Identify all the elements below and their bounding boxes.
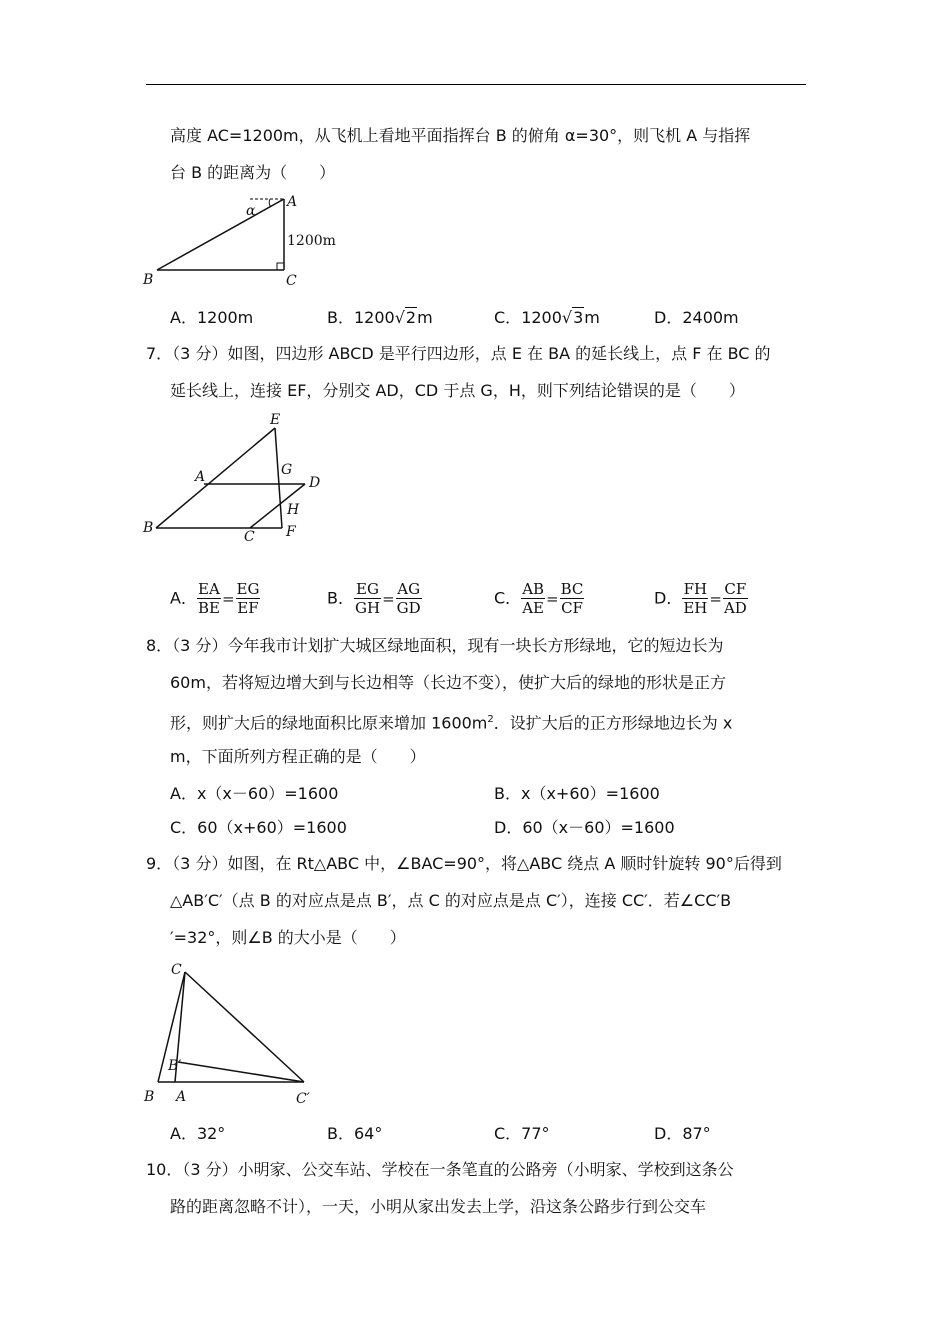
fraction: [236, 580, 261, 617]
q6-option-a-text: 1200m: [196, 308, 254, 327]
q8-text-line2: 60m，若将短边增大到与长边相等（长边不变），使扩大后的绿地的形状是正方: [170, 673, 726, 692]
q7-label-d: D: [309, 475, 321, 491]
q6-option-b-unit: m: [417, 308, 433, 327]
q6-label-a: A: [287, 194, 298, 210]
q6-option-b[interactable]: [327, 308, 433, 328]
q7-label-h: H: [287, 502, 300, 518]
q6-option-c-pre: 1200: [521, 308, 562, 327]
sqrt-symbol: √2: [394, 308, 417, 327]
q7-text-line1: 7．（3 分）如图，四边形 ABCD 是平行四边形，点 E 在 BA 的延长线上，点 F 在 BC 的: [146, 344, 771, 363]
q8-option-c[interactable]: C．60（x+60）=1600: [170, 818, 347, 837]
q8-line3-post: ．设扩大后的正方形绿地边长为 x: [493, 713, 733, 733]
q9-label-c: C: [171, 962, 182, 978]
q8-line3-sup: 2: [487, 714, 494, 725]
q8-option-b[interactable]: B．x（x+60）=1600: [494, 784, 660, 803]
q9-text-line1: 9．（3 分）如图，在 Rt△ABC 中，∠BAC=90°，将△ABC 绕点 A 顺时针旋转 90°后得到: [146, 854, 782, 873]
q6-option-a[interactable]: [170, 308, 253, 328]
q6-label-c: C: [286, 273, 297, 289]
q8-text-line4: m，下面所列方程正确的是（ ）: [170, 747, 426, 766]
fraction: [396, 580, 422, 617]
q6-option-d[interactable]: [654, 308, 739, 328]
q7-label-g: G: [281, 462, 293, 478]
numerator: EG: [354, 580, 381, 599]
fraction: [521, 580, 545, 617]
denominator: AD: [723, 599, 747, 617]
q9-text-line3: ′=32°，则∠B 的大小是（ ）: [170, 928, 406, 947]
q6-option-c-unit: m: [584, 308, 600, 327]
q9-option-b[interactable]: B．64°: [327, 1124, 383, 1143]
q7-option-a-label: A．: [170, 588, 197, 608]
q7-option-c-label: C．: [494, 588, 522, 608]
numerator: EA: [198, 580, 220, 598]
denominator: GH: [354, 599, 381, 617]
q10-text-line2: 路的距离忽略不计），一天，小明从家出发去上学，沿这条公路步行到公交车: [170, 1197, 707, 1216]
q7-label-c: C: [244, 529, 255, 545]
equals-sign: =: [709, 589, 722, 608]
q6-option-b-radicand: 2: [405, 308, 417, 327]
q7-label-e: E: [270, 412, 281, 428]
q7-text-line2: 延长线上，连接 EF，分别交 AD，CD 于点 G，H，则下列结论错误的是（ ）: [170, 381, 745, 400]
q8-line3-pre: 形，则扩大后的绿地面积比原来增加 1600m: [170, 713, 488, 733]
q8-text-line3: [170, 710, 732, 733]
q6-option-c-radicand: 3: [573, 308, 584, 327]
q6-text-line1: 高度 AC=1200m，从飞机上看地平面指挥台 B 的俯角 α=30°，则飞机 A 与指挥: [170, 126, 751, 145]
equals-sign: =: [221, 589, 235, 608]
q8-option-d[interactable]: D．60（x－60）=1600: [494, 818, 675, 837]
q7-figure: [140, 408, 340, 548]
q7-label-a: A: [195, 469, 206, 485]
q9-text-line2: △AB′C′（点 B 的对应点是点 B′，点 C 的对应点是点 C′），连接 CC′．若∠CC′B: [170, 891, 732, 910]
q7-option-c[interactable]: [494, 580, 584, 617]
numerator: CF: [724, 580, 747, 598]
q9-option-c[interactable]: C．77°: [494, 1124, 550, 1143]
denominator: EH: [683, 599, 708, 617]
q8-text-line1: 8．（3 分）今年我市计划扩大城区绿地面积，现有一块长方形绿地，它的短边长为: [146, 636, 724, 655]
q7-label-f: F: [286, 524, 296, 540]
q9-figure: [138, 958, 328, 1108]
q7-option-b-label: B．: [327, 588, 354, 608]
numerator: FH: [683, 580, 708, 598]
q6-option-b-pre: 1200: [353, 308, 395, 327]
q7-option-b[interactable]: [327, 580, 422, 617]
q7-option-a[interactable]: [170, 580, 260, 617]
q9-label-a: A: [176, 1089, 187, 1105]
q6-option-c-label: C．: [494, 308, 522, 327]
q8-option-a[interactable]: A．x（x－60）=1600: [170, 784, 339, 803]
q7-option-d[interactable]: [654, 580, 748, 617]
q6-option-d-text: 2400m: [682, 308, 739, 327]
q10-text-line1: 10．（3 分）小明家、公交车站、学校在一条笔直的公路旁（小明家、学校到这条公: [146, 1160, 734, 1179]
fraction: [723, 580, 748, 617]
fraction: [682, 580, 708, 617]
sqrt-symbol: √3: [561, 308, 584, 327]
q6-label-length: 1200m: [287, 233, 336, 249]
header-rule: [146, 84, 806, 85]
q6-label-b: B: [143, 272, 154, 288]
fraction: [560, 580, 585, 617]
q9-label-b: B: [144, 1089, 155, 1105]
denominator: CF: [561, 599, 583, 617]
q6-option-d-label: D．: [654, 308, 683, 327]
numerator: AB: [522, 580, 545, 598]
denominator: GD: [396, 599, 421, 617]
denominator: BE: [197, 599, 220, 617]
numerator: AG: [397, 580, 421, 598]
q9-option-a[interactable]: A．32°: [170, 1124, 226, 1143]
denominator: EF: [237, 599, 259, 617]
equals-sign: =: [382, 589, 395, 608]
q9-label-b-prime: B′: [168, 1058, 182, 1074]
q9-option-d[interactable]: D．87°: [654, 1124, 711, 1143]
q7-option-d-label: D．: [654, 588, 683, 608]
q9-label-c-prime: C′: [296, 1091, 310, 1107]
fraction: [197, 580, 221, 617]
equals-sign: =: [546, 589, 559, 608]
numerator: BC: [560, 580, 584, 598]
q6-label-alpha: α: [246, 203, 256, 219]
q6-option-b-label: B．: [327, 308, 354, 327]
numerator: EG: [236, 580, 260, 598]
fraction: [354, 580, 381, 617]
denominator: AE: [522, 599, 545, 617]
q6-option-a-label: A．: [170, 308, 197, 327]
q6-option-c[interactable]: [494, 308, 600, 328]
q6-figure: [140, 190, 360, 290]
q6-text-line2: 台 B 的距离为（ ）: [170, 163, 336, 182]
q7-label-b: B: [143, 520, 154, 536]
